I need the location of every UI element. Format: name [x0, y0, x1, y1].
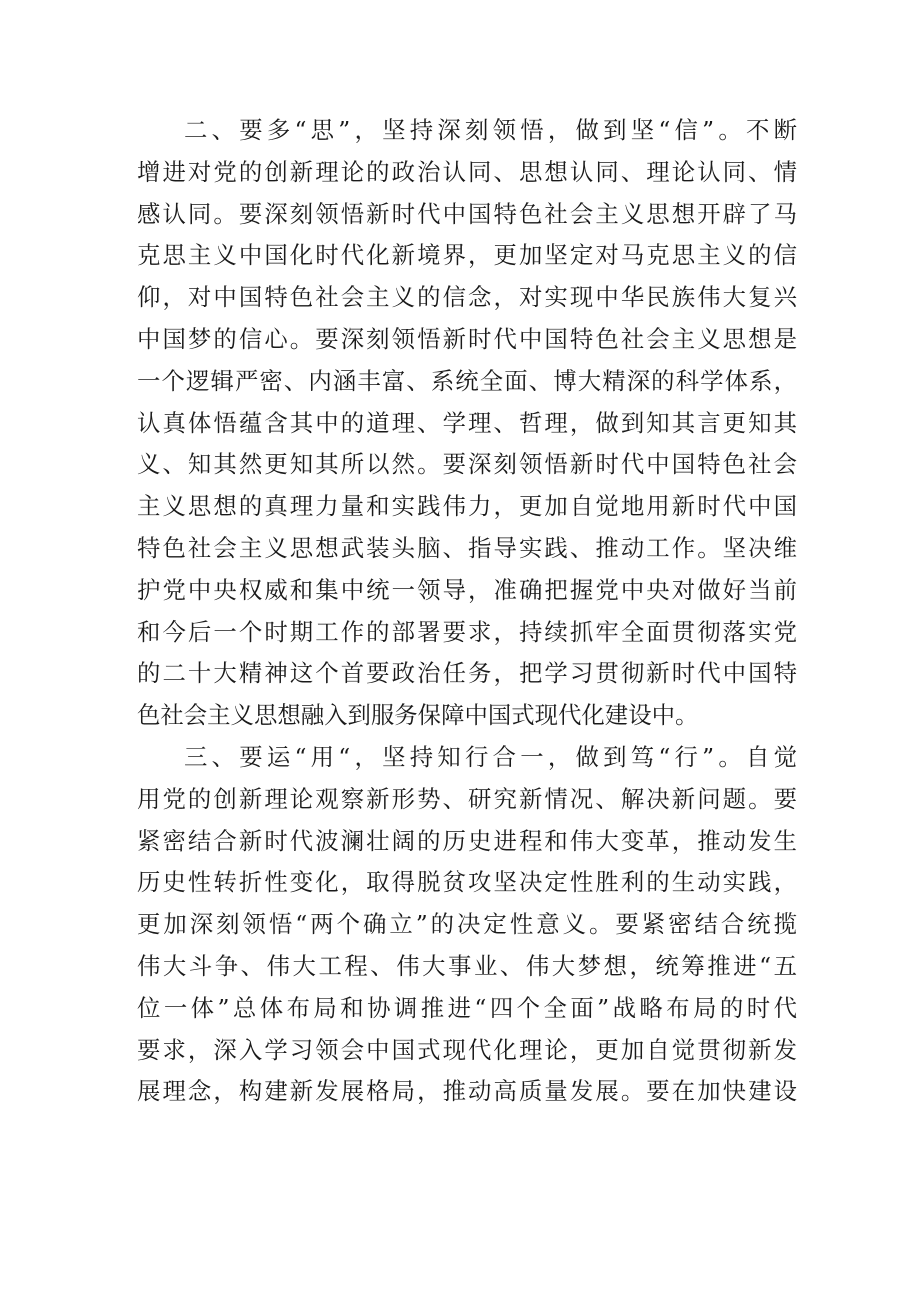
document-body	[137, 110, 797, 1113]
paragraph-line: 护党中央权威和集中统一领导，准确把握党中央对做好当前	[137, 575, 797, 604]
paragraph-line: 要求，深入学习领会中国式现代化理论，更加自觉贯彻新发	[137, 1035, 797, 1064]
paragraph-line: 位一体”总体布局和协调推进“四个全面”战略布局的时代	[137, 993, 797, 1022]
paragraph-3	[137, 737, 797, 1113]
paragraph-line: 中国梦的信心。要深刻领悟新时代中国特色社会主义思想是	[137, 324, 797, 353]
paragraph-2	[137, 110, 797, 737]
paragraph-line: 二、要多“思”，坚持深刻领悟，做到坚“信”。不断	[184, 116, 797, 144]
paragraph-line: 伟大斗争、伟大工程、伟大事业、伟大梦想，统筹推进“五	[137, 951, 797, 980]
paragraph-line: 三、要运“用“，坚持知行合一，做到笃“行”。自觉	[184, 742, 797, 771]
paragraph-line: 增进对党的创新理论的政治认同、思想认同、理论认同、情	[137, 157, 797, 186]
paragraph-line: 紧密结合新时代波澜壮阔的历史进程和伟大变革，推动发生	[137, 826, 797, 855]
paragraph-line: 主义思想的真理力量和实践伟力，更加自觉地用新时代中国	[137, 492, 797, 521]
paragraph-line: 更加深刻领悟“两个确立”的决定性意义。要紧密结合统揽	[137, 910, 797, 939]
paragraph-line: 克思主义中国化时代化新境界，更加坚定对马克思主义的信	[137, 241, 797, 270]
paragraph-line: 展理念，构建新发展格局，推动高质量发展。要在加快建设	[137, 1077, 797, 1106]
paragraph-line: 的二十大精神这个首要政治任务，把学习贯彻新时代中国特	[137, 659, 797, 688]
paragraph-line: 历史性转折性变化，取得脱贫攻坚决定性胜利的生动实践，	[137, 868, 797, 897]
paragraph-line: 认真体悟蕴含其中的道理、学理、哲理，做到知其言更知其	[137, 408, 797, 437]
paragraph-line: 用党的创新理论观察新形势、研究新情况、解决新问题。要	[137, 784, 797, 813]
paragraph-line: 特色社会主义思想武装头脑、指导实践、推动工作。坚决维	[137, 533, 797, 562]
paragraph-line: 感认同。要深刻领悟新时代中国特色社会主义思想开辟了马	[137, 199, 797, 228]
paragraph-line: 和今后一个时期工作的部署要求，持续抓牢全面贯彻落实党	[137, 617, 797, 646]
paragraph-line: 色社会主义思想融入到服务保障中国式现代化建设中。	[137, 701, 699, 730]
paragraph-line: 义、知其然更知其所以然。要深刻领悟新时代中国特色社会	[137, 450, 797, 479]
paragraph-line: 一个逻辑严密、内涵丰富、系统全面、博大精深的科学体系，	[137, 366, 797, 395]
paragraph-line: 仰，对中国特色社会主义的信念，对实现中华民族伟大复兴	[137, 283, 797, 312]
